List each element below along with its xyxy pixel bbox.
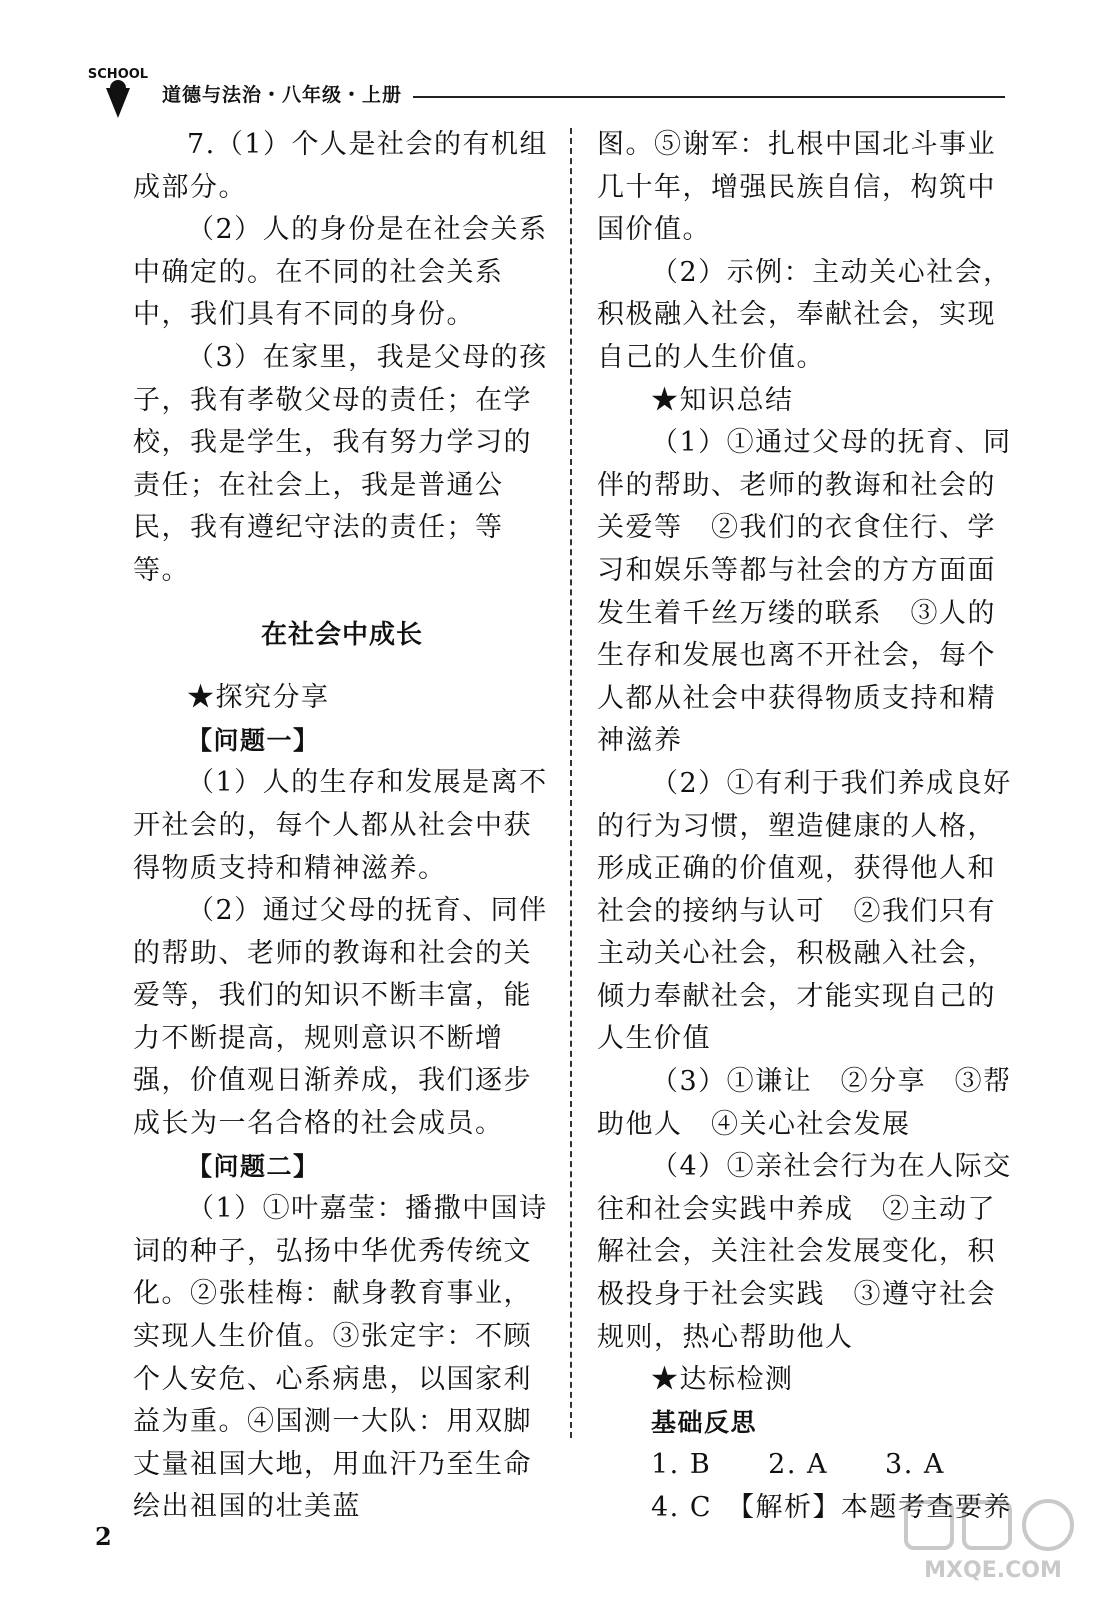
problem-1-answer-1: （1）人的生存和发展是离不开社会的，每个人都从社会中获得物质支持和精神滋养。 [133,767,548,884]
watermark-logo-icon [898,1496,1088,1558]
header-rule [413,96,1005,98]
answer-4: 4. C 【解析】本题考查要养 [651,1492,1013,1523]
problem-2-heading: 【问题二】 [187,1151,320,1181]
header-title: 道德与法治・八年级・上册 [162,84,403,106]
page-number: 2 [95,1522,112,1551]
problem-2-answer-1: （1）①叶嘉莹：播撒中国诗词的种子，弘扬中华优秀传统文化。②张桂梅：献身教育事业，实现人生价值。③张定宇：不顾个人安危、心系病患，以国家利益为重。④国测一大队：用双脚丈量祖国大地，用血汗乃至生命绘出祖国的壮美蓝 [133,1193,548,1523]
problem-2-answer-2: （2）示例：主动关心社会，积极融入社会，奉献社会，实现自己的人生价值。 [597,256,1012,373]
summary-1: （1）①通过父母的抚育、同伴的帮助、老师的教诲和社会的关爱等 ②我们的衣食住行、学习和娱乐等都与社会的方方面面发生着千丝万缕的联系 ③人的生存和发展也离不开社会，每个人都从社会中获得物质支持和精神滋养 [597,427,1012,757]
problem-1-answer-2: （2）通过父母的抚育、同伴的帮助、老师的教诲和社会的关爱等，我们的知识不断丰富，能力不断提高，规则意识不断增强，价值观日渐养成，我们逐步成长为一名合格的社会成员。 [133,895,548,1140]
summary-heading: ★知识总结 [651,384,794,416]
problem-2-answer-1-continued: 图。⑤谢军：扎根中国北斗事业几十年，增强民族自信，构筑中国价值。 [597,129,996,246]
answers-1-3: 1. B 2. A 3. A [651,1449,945,1481]
left-column [133,124,551,1529]
basic-reflection-heading: 基础反思 [651,1407,758,1437]
watermark [898,1496,1088,1596]
right-column [597,124,1015,1530]
problem-1-heading: 【问题一】 [187,725,320,755]
summary-3: （3）①谦让 ②分享 ③帮助他人 ④关心社会发展 [597,1066,1012,1140]
summary-4: （4）①亲社会行为在人际交往和社会实践中养成 ②主动了解社会，关注社会发展变化，积极投身于社会实践 ③遵守社会规则，热心帮助他人 [597,1151,1012,1353]
check-heading: ★达标检测 [651,1364,794,1396]
school-logo-icon [78,60,158,130]
summary-2: （2）①有利于我们养成良好的行为习惯，塑造健康的人格，形成正确的价值观，获得他人和社会的接纳与认可 ②我们只有主动关心社会，积极融入社会，倾力奉献社会，才能实现自己的人生价值 [597,767,1012,1055]
page-header [70,60,1020,130]
answer-7-3: （3）在家里，我是父母的孩子，我有孝敬父母的责任；在学校，我是学生，我有努力学习的责任；在社会上，我是普通公民，我有遵纪守法的责任；等等。 [133,341,548,586]
logo-text: SCHOOL [87,67,149,82]
watermark-text: MXQE.COM [924,1558,1062,1583]
answer-7-2: （2）人的身份是在社会关系中确定的。在不同的社会关系中，我们具有不同的身份。 [133,214,548,331]
section-title: 在社会中成长 [260,619,423,650]
column-divider [570,128,572,1438]
answer-7-1: 7.（1）个人是社会的有机组成部分。 [133,129,548,203]
explore-heading: ★探究分享 [187,682,330,714]
